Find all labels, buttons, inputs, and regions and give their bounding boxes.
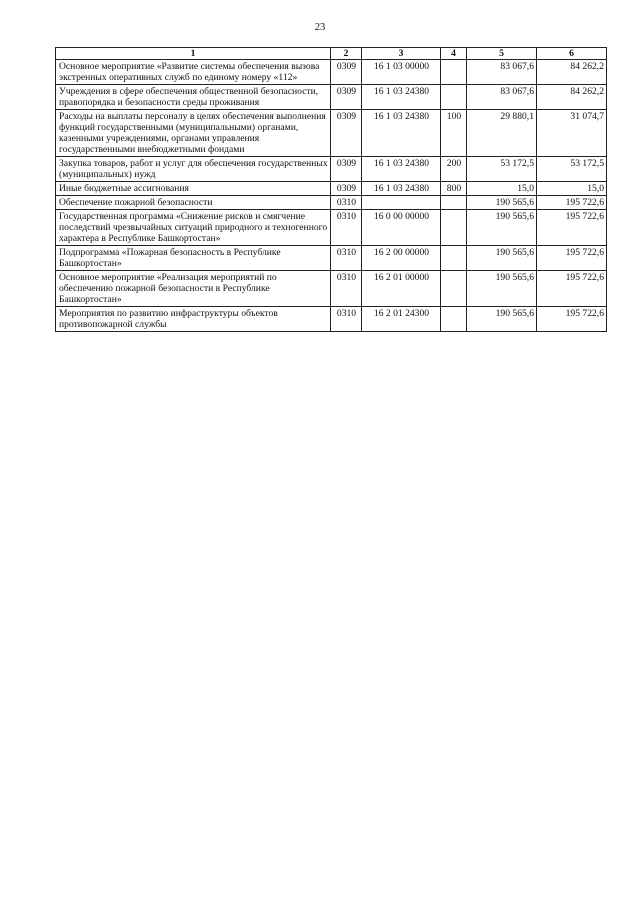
expense-code	[441, 271, 467, 307]
table-row	[56, 210, 607, 246]
target-code: 16 0 00 00000	[362, 210, 441, 246]
amount-year2: 195 722,6	[537, 246, 607, 271]
amount-year2: 195 722,6	[537, 210, 607, 246]
target-code: 16 2 01 24300	[362, 307, 441, 332]
section-code: 0310	[331, 210, 362, 246]
target-code: 16 1 03 24380	[362, 182, 441, 196]
table-row	[56, 110, 607, 157]
amount-year2: 84 262,2	[537, 60, 607, 85]
section-code: 0310	[331, 307, 362, 332]
section-code: 0309	[331, 182, 362, 196]
amount-year1: 190 565,6	[467, 271, 537, 307]
row-name: Расходы на выплаты персоналу в целях обеспечения выполнения функций государственными (муниципальными) органами, казенными учреждениями, органами управления государственными внебюджетными фондами	[56, 110, 331, 157]
section-code: 0309	[331, 85, 362, 110]
page-number: 23	[314, 22, 326, 33]
expense-code: 800	[441, 182, 467, 196]
row-name: Государственная программа «Снижение рисков и смягчение последствий чрезвычайных ситуаций природного и техногенного характера в Республике Башкортостан»	[56, 210, 331, 246]
section-code: 0309	[331, 157, 362, 182]
expense-code	[441, 210, 467, 246]
target-code: 16 1 03 24380	[362, 85, 441, 110]
amount-year1: 190 565,6	[467, 196, 537, 210]
target-code: 16 1 03 24380	[362, 157, 441, 182]
expense-code	[441, 246, 467, 271]
table-row	[56, 157, 607, 182]
row-name: Основное мероприятие «Развитие системы обеспечения вызова экстренных оперативных служб по единому номеру «112»	[56, 60, 331, 85]
amount-year1: 83 067,6	[467, 60, 537, 85]
amount-year2: 195 722,6	[537, 196, 607, 210]
column-header: 2	[331, 48, 362, 60]
section-code: 0309	[331, 60, 362, 85]
row-name: Основное мероприятие «Реализация мероприятий по обеспечению пожарной безопасности в Республике Башкортостан»	[56, 271, 331, 307]
section-code: 0309	[331, 110, 362, 157]
amount-year1: 190 565,6	[467, 307, 537, 332]
target-code	[362, 196, 441, 210]
target-code: 16 2 00 00000	[362, 246, 441, 271]
amount-year1: 15,0	[467, 182, 537, 196]
section-code: 0310	[331, 246, 362, 271]
section-code: 0310	[331, 196, 362, 210]
column-header: 6	[537, 48, 607, 60]
amount-year1: 29 880,1	[467, 110, 537, 157]
expense-code: 200	[441, 157, 467, 182]
column-header: 5	[467, 48, 537, 60]
amount-year2: 15,0	[537, 182, 607, 196]
row-name: Обеспечение пожарной безопасности	[56, 196, 331, 210]
expense-code: 100	[441, 110, 467, 157]
expense-code	[441, 196, 467, 210]
expense-code	[441, 307, 467, 332]
row-name: Подпрограмма «Пожарная безопасность в Республике Башкортостан»	[56, 246, 331, 271]
table-row	[56, 246, 607, 271]
row-name: Закупка товаров, работ и услуг для обеспечения государственных (муниципальных) нужд	[56, 157, 331, 182]
amount-year2: 53 172,5	[537, 157, 607, 182]
amount-year2: 195 722,6	[537, 307, 607, 332]
row-name: Мероприятия по развитию инфраструктуры объектов противопожарной службы	[56, 307, 331, 332]
target-code: 16 1 03 00000	[362, 60, 441, 85]
amount-year1: 190 565,6	[467, 210, 537, 246]
expense-code	[441, 60, 467, 85]
header-row	[56, 48, 607, 60]
row-name: Учреждения в сфере обеспечения общественной безопасности, правопорядка и безопасности среды проживания	[56, 85, 331, 110]
column-header: 1	[56, 48, 331, 60]
target-code: 16 2 01 00000	[362, 271, 441, 307]
column-header: 4	[441, 48, 467, 60]
amount-year1: 83 067,6	[467, 85, 537, 110]
section-code: 0310	[331, 271, 362, 307]
table-row	[56, 60, 607, 85]
row-name: Иные бюджетные ассигнования	[56, 182, 331, 196]
table-row	[56, 182, 607, 196]
table-row	[56, 196, 607, 210]
table-row	[56, 271, 607, 307]
amount-year2: 31 074,7	[537, 110, 607, 157]
table-row	[56, 85, 607, 110]
amount-year1: 190 565,6	[467, 246, 537, 271]
table-row	[56, 307, 607, 332]
amount-year2: 84 262,2	[537, 85, 607, 110]
column-header: 3	[362, 48, 441, 60]
amount-year2: 195 722,6	[537, 271, 607, 307]
target-code: 16 1 03 24380	[362, 110, 441, 157]
expense-code	[441, 85, 467, 110]
amount-year1: 53 172,5	[467, 157, 537, 182]
budget-table	[55, 47, 607, 332]
